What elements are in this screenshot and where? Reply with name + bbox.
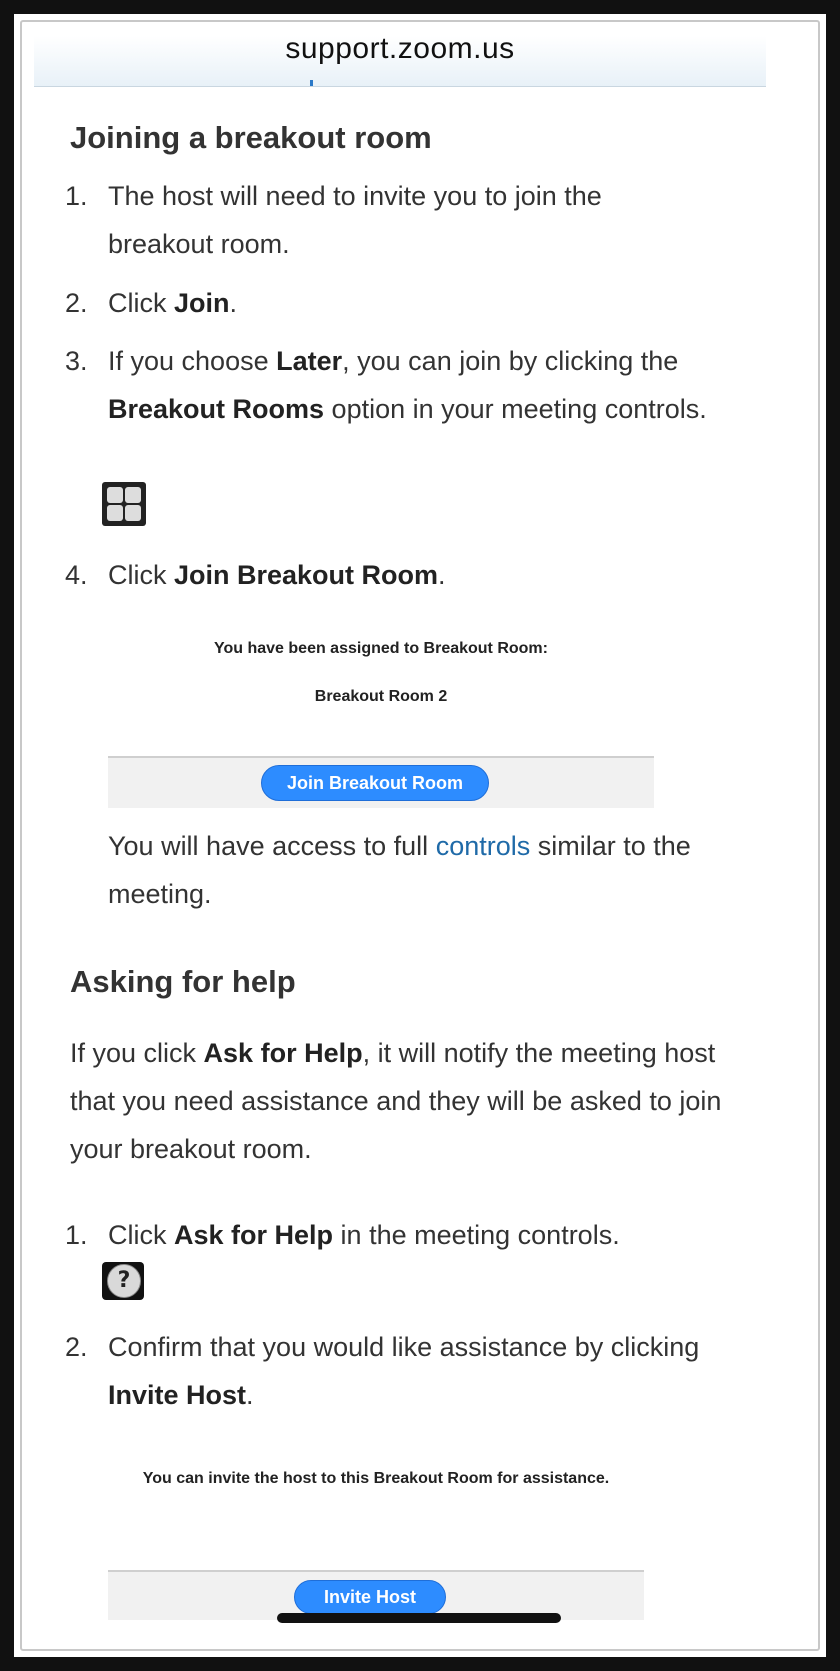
step-number: 3. — [65, 346, 88, 376]
page-load-indicator — [310, 80, 313, 86]
invite-host-button[interactable]: Invite Host — [294, 1580, 446, 1614]
step-text: If you choose Later, you can join by clicking the Breakout Rooms option in your meeting controls. — [108, 346, 707, 424]
step-number: 2. — [65, 1332, 88, 1362]
step-number: 2. — [65, 288, 88, 318]
step-text: Click Join. — [108, 288, 238, 318]
controls-note: You will have access to full controls similar to the meeting. — [108, 831, 691, 909]
help-question-icon: ? — [102, 1262, 144, 1300]
url-text: support.zoom.us — [285, 32, 515, 65]
step-number: 1. — [65, 1220, 88, 1250]
heading-asking-for-help: Asking for help — [70, 964, 296, 999]
dialog-footer — [108, 756, 654, 808]
breakout-assignment-dialog — [108, 628, 654, 808]
step-number: 4. — [65, 560, 88, 590]
ask-help-intro: If you click Ask for Help, it will notify the meeting host that you need assistance and they will be asked to join your breakout room. — [70, 1038, 722, 1164]
dialog-message: You have been assigned to Breakout Room: — [214, 640, 548, 657]
breakout-rooms-grid-icon — [102, 482, 146, 526]
dialog-room-name: Breakout Room 2 — [314, 688, 448, 705]
join-breakout-room-button[interactable]: Join Breakout Room — [261, 765, 489, 801]
step-text: Confirm that you would like assistance by clicking Invite Host. — [108, 1332, 700, 1410]
invite-host-dialog — [108, 1460, 644, 1618]
step-text: Click Ask for Help in the meeting controls. — [108, 1220, 620, 1250]
heading-joining-breakout-room: Joining a breakout room — [70, 120, 432, 155]
dialog-message: You can invite the host to this Breakout Room for assistance. — [142, 1470, 610, 1487]
step-text: Click Join Breakout Room. — [108, 560, 446, 590]
step-number: 1. — [65, 181, 88, 211]
step-text: The host will need to invite you to join the breakout room. — [108, 181, 602, 259]
cropped-overlay-bar — [277, 1613, 561, 1623]
address-bar[interactable] — [34, 32, 766, 87]
controls-link[interactable]: controls — [435, 831, 531, 861]
